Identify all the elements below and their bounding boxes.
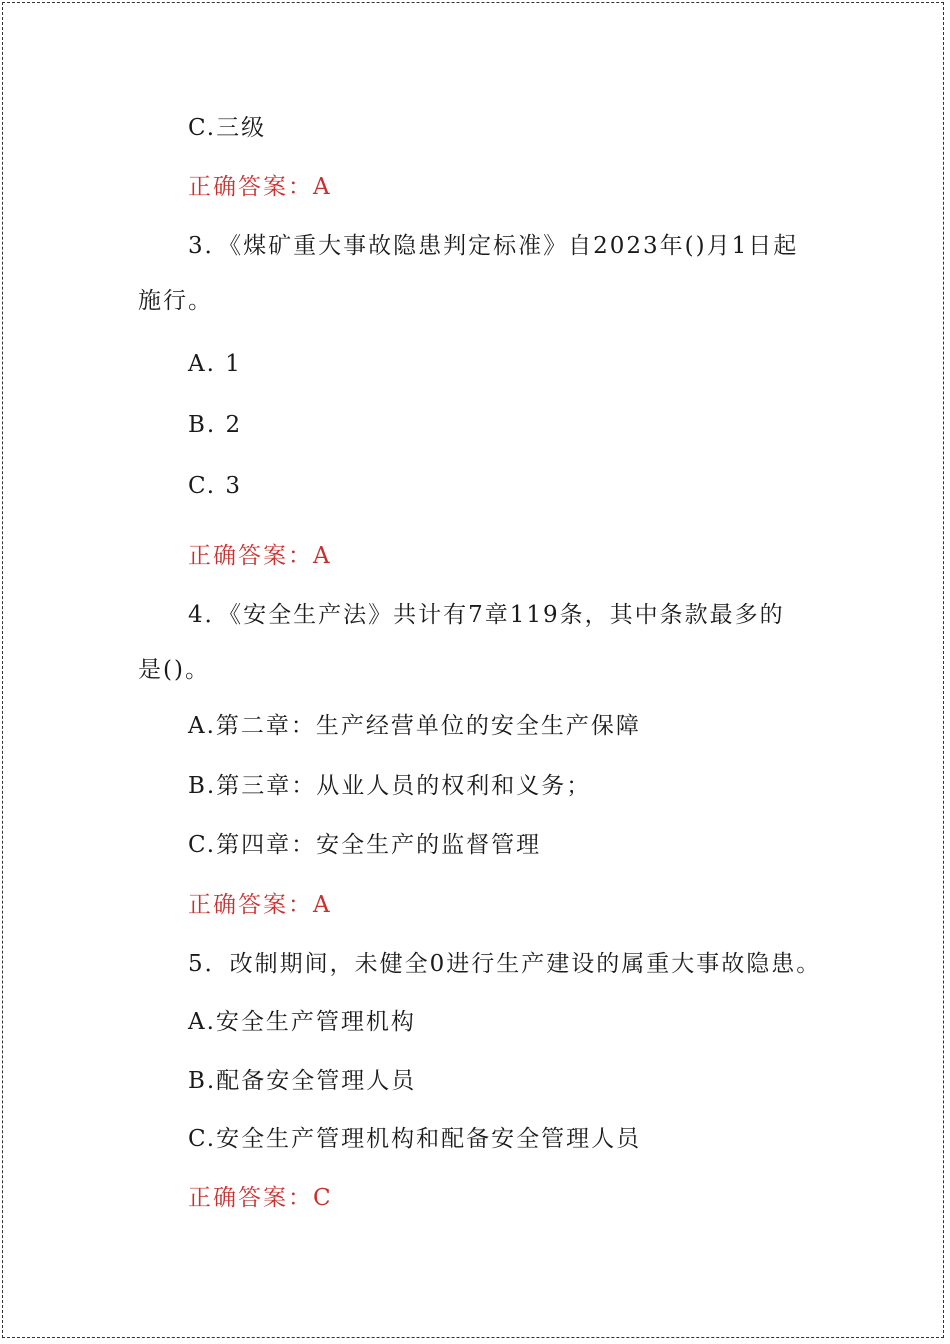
- q5-option-c: C.安全生产管理机构和配备安全管理人员: [188, 1126, 642, 1152]
- q4-option-c: C.第四章：安全生产的监督管理: [188, 832, 542, 858]
- q4-stem-line2: 是()。: [138, 657, 210, 683]
- q5-option-b: B.配备安全管理人员: [188, 1068, 417, 1094]
- q4-stem-line1: 4．《安全生产法》共计有7章119条，其中条款最多的: [188, 602, 785, 628]
- q4-option-b: B.第三章：从业人员的权利和义务；: [188, 773, 592, 799]
- q3-option-a: A. 1: [188, 351, 242, 377]
- q5-stem-line1: 5．改制期间，未健全0进行生产建设的属重大事故隐患。: [188, 951, 822, 977]
- q4-option-a: A.第二章：生产经营单位的安全生产保障: [188, 713, 641, 739]
- q2-answer: 正确答案：A: [188, 174, 332, 200]
- q3-answer: 正确答案：A: [188, 543, 332, 569]
- q3-option-c: C. 3: [188, 473, 243, 499]
- q3-stem-line2: 施行。: [138, 288, 213, 314]
- q2-option-c: C.三级: [188, 115, 267, 141]
- q3-option-b: B. 2: [188, 412, 243, 438]
- q4-answer: 正确答案：A: [188, 892, 332, 918]
- q5-option-a: A.安全生产管理机构: [188, 1009, 416, 1035]
- q3-stem-line1: 3．《煤矿重大事故隐患判定标准》自2023年()月1日起: [188, 233, 799, 259]
- q5-answer: 正确答案：C: [188, 1185, 333, 1211]
